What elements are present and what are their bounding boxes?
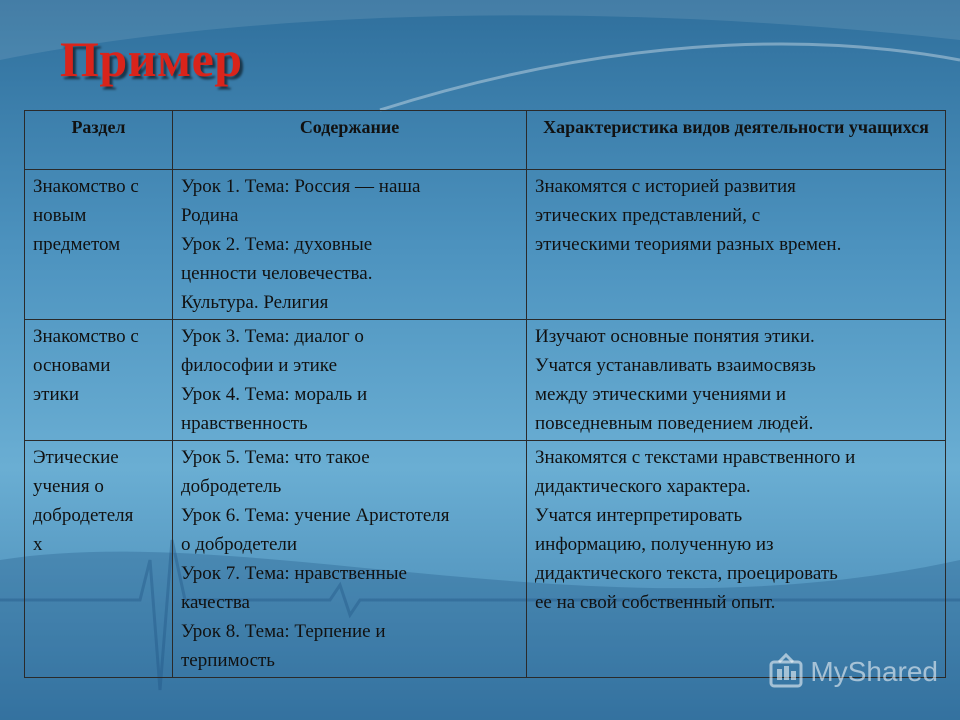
myshared-watermark[interactable] (766, 652, 938, 692)
activity-cell: Изучают основные понятия этики. Учатся устанавливать взаимосвязь между этическими учениями и повседневным поведением людей. (527, 320, 946, 441)
activity-cell: Знакомятся с историей развития этических представлений, с этическими теориями разных времен. (527, 170, 946, 320)
myshared-logo-icon (766, 652, 806, 692)
table-header-row (25, 111, 946, 170)
content-cell: Урок 3. Тема: диалог о философии и этике Урок 4. Тема: мораль и нравственность (173, 320, 527, 441)
section-cell: Знакомство с основами этики (25, 320, 173, 441)
table-row (25, 441, 946, 678)
lesson-table (24, 110, 946, 678)
table-row (25, 170, 946, 320)
content-cell: Урок 1. Тема: Россия — наша Родина Урок 2. Тема: духовные ценности человечества. Культура. Религия (173, 170, 527, 320)
header-content: Содержание (173, 111, 527, 170)
header-activity: Характеристика видов деятельности учащихся (527, 111, 946, 170)
activity-cell: Знакомятся с текстами нравственного и дидактического характера. Учатся интерпретировать информацию, полученную из дидактического текста, проецировать ее на свой собственный опыт. (527, 441, 946, 678)
section-cell: Этические учения о добродетеля х (25, 441, 173, 678)
header-section: Раздел (25, 111, 173, 170)
section-cell: Знакомство с новым предметом (25, 170, 173, 320)
watermark-text: MyShared (810, 656, 938, 687)
table-row (25, 320, 946, 441)
content-cell: Урок 5. Тема: что такое добродетель Урок 6. Тема: учение Аристотеля о добродетели Урок 7. Тема: нравственные качества Урок 8. Тема: Терпение и терпимость (173, 441, 527, 678)
page-title: Пример (60, 31, 243, 87)
